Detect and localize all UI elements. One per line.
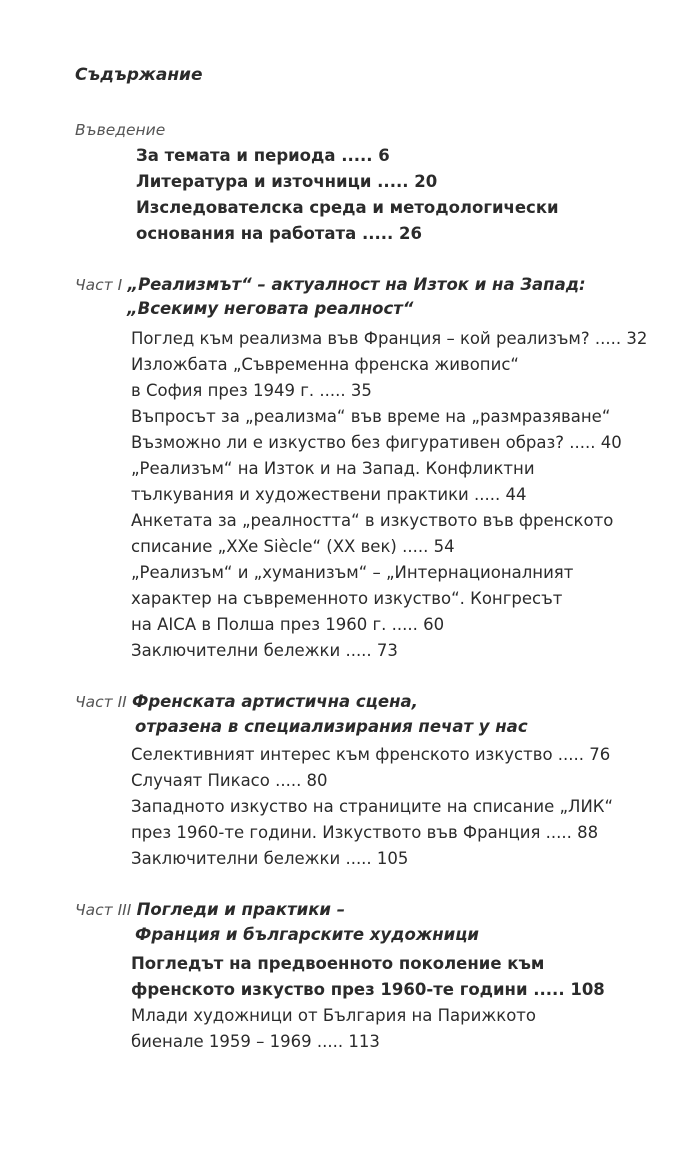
toc-entry: Въпросът за „реализма“ във време на „размразяване“: [131, 407, 611, 426]
toc-entry: Млади художници от България на Парижкото: [131, 1006, 536, 1025]
part1-heading-line1: [75, 274, 586, 296]
intro-label: Въведение: [75, 121, 166, 139]
toc-entry: „Реализъм“ и „хуманизъм“ – „Интернационалният: [131, 563, 574, 582]
toc-entry: на AICA в Полша през 1960 г. ..... 60: [131, 615, 445, 634]
toc-entry: Изложбата „Съвременна френска живопис“: [131, 355, 519, 374]
part3-label: Част III: [75, 901, 132, 919]
toc-entry: Заключителни бележки ..... 105: [131, 849, 409, 868]
part2-label: Част II: [75, 693, 127, 711]
toc-entry: тълкувания и художествени практики ..... 44: [131, 485, 527, 504]
toc-entry: през 1960-те години. Изкуството във Франция ..... 88: [131, 823, 599, 842]
toc-entry: За темата и периода ..... 6: [136, 146, 390, 165]
toc-entry: Поглед към реализма във Франция – кой реализъм? ..... 32: [131, 329, 648, 348]
part1-heading: „Реализмът“ – актуалност на Изток и на Запад:: [127, 275, 586, 294]
toc-entry: Анкетата за „реалността“ в изкуството във френското: [131, 511, 614, 530]
toc-entry: биенале 1959 – 1969 ..... 113: [131, 1032, 380, 1051]
part2-heading: Френската артистична сцена,: [132, 692, 418, 711]
toc-entry: списание „XXe Siècle“ (XX век) ..... 54: [131, 537, 455, 556]
part2-heading-line2: отразена в специализирания печат у нас: [135, 717, 528, 736]
toc-entry: основания на работата ..... 26: [136, 224, 422, 243]
toc-entry: в София през 1949 г. ..... 35: [131, 381, 372, 400]
toc-entry: Селективният интерес към френското изкуство ..... 76: [131, 745, 611, 764]
toc-entry: „Реализъм“ на Изток и на Запад. Конфликтни: [131, 459, 535, 478]
toc-entry: Западното изкуство на страниците на списание „ЛИК“: [131, 797, 614, 816]
toc-entry: Литература и източници ..... 20: [136, 172, 438, 191]
page-title: Съдържание: [75, 65, 203, 85]
toc-entry: Възможно ли е изкуство без фигуративен образ? ..... 40: [131, 433, 622, 452]
part3-heading-line2: Франция и българските художници: [135, 925, 479, 944]
toc-entry: Погледът на предвоенното поколение към: [131, 954, 545, 973]
part1-label: Част I: [75, 276, 123, 294]
part3-heading: Погледи и практики –: [136, 900, 345, 919]
part2-heading-line1: [75, 691, 418, 713]
part1-heading-line2: „Всекиму неговата реалност“: [127, 299, 414, 318]
toc-entry: френското изкуство през 1960-те години ..... 108: [131, 980, 605, 999]
part3-heading-line1: [75, 899, 345, 921]
toc-entry: Изследователска среда и методологически: [136, 198, 559, 217]
toc-entry: Случаят Пикасо ..... 80: [131, 771, 328, 790]
toc-entry: характер на съвременното изкуство“. Конгресът: [131, 589, 563, 608]
toc-entry: Заключителни бележки ..... 73: [131, 641, 398, 660]
